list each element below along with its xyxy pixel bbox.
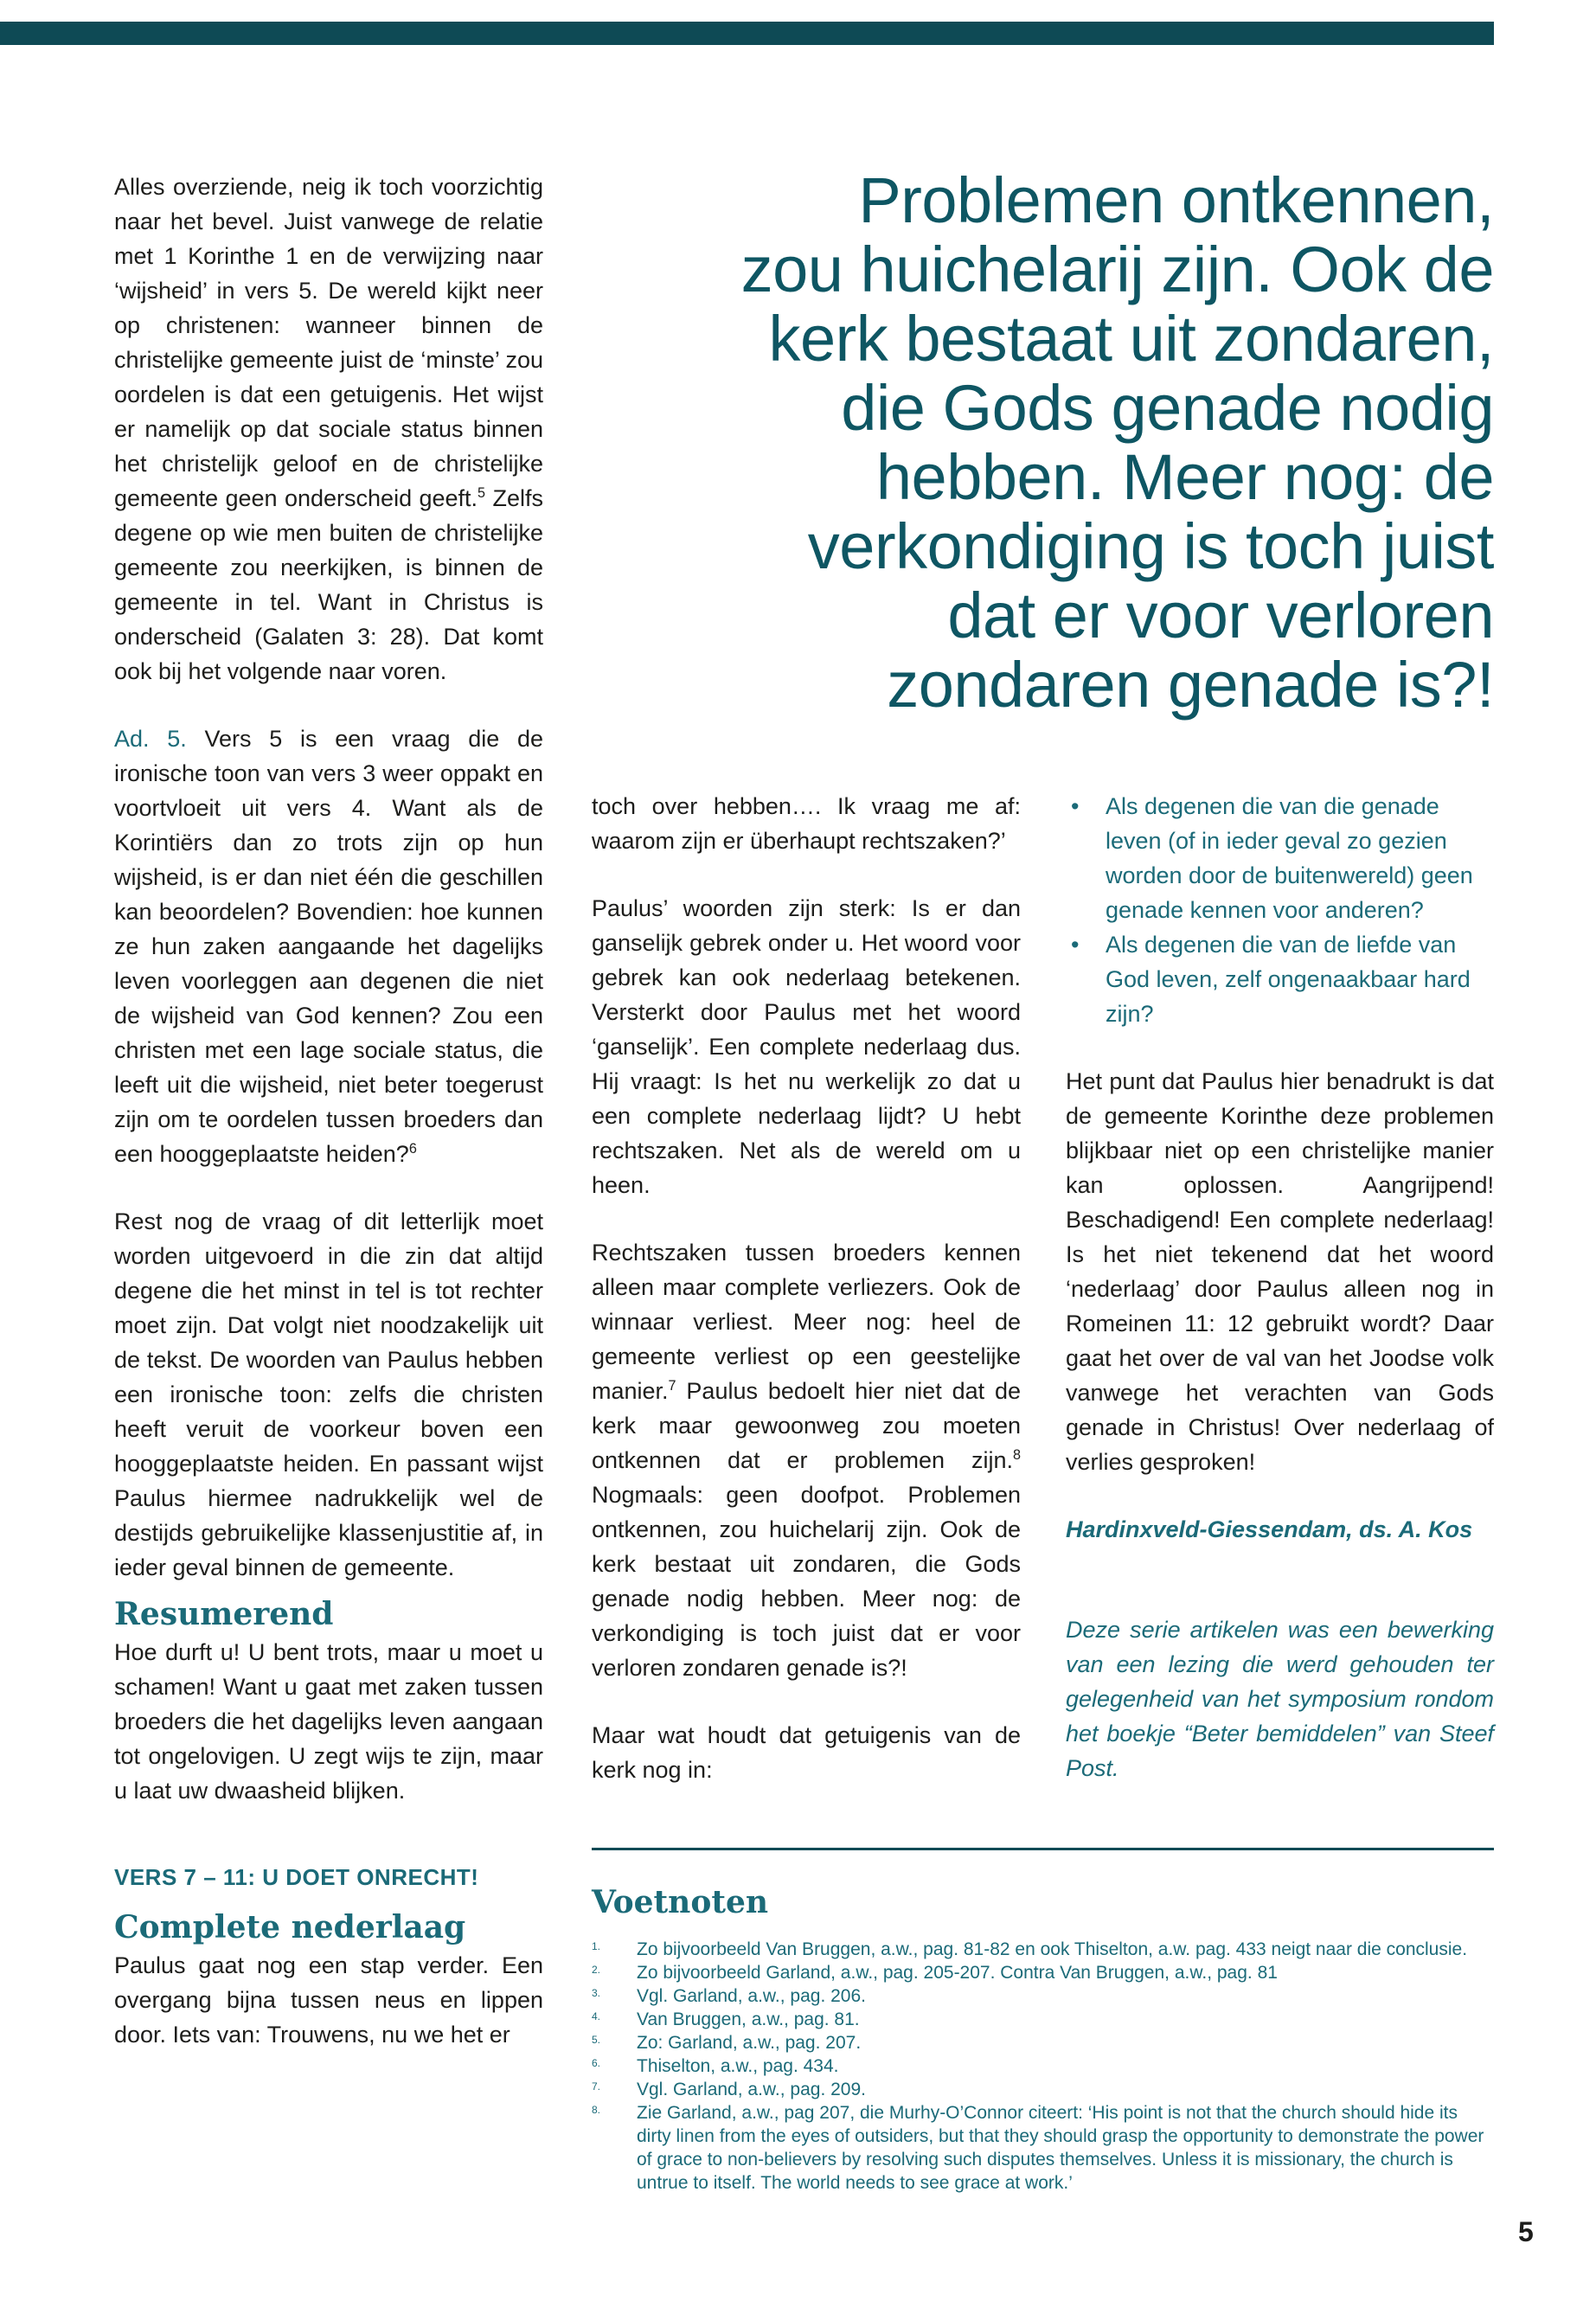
column-1 bbox=[114, 170, 543, 2052]
paragraph: Rest nog de vraag of dit letterlijk moet worden uitgevoerd in die zin dat altijd degene die het minst in tel is tot rechter moet zijn. Dat volgt niet noodzakelijk uit de tekst. De woorden van Paulus hebben een ironische toon: zelfs die christen heeft veruit de voorkeur boven een hooggeplaatste heiden. En passant wijst Paulus hiermee nadrukkelijk wel de destijds gebruikelijke klassenjustitie af, in ieder geval binnen de gemeente. bbox=[114, 1208, 543, 1580]
pull-quote-line: die Gods genade nodig bbox=[841, 372, 1494, 444]
subheading-complete-nederlaag: Complete nederlaag bbox=[114, 1909, 466, 1945]
paragraph: Maar wat houdt dat getuigenis van de kerk nog in: bbox=[592, 1722, 1021, 1783]
bullet-list bbox=[1066, 789, 1494, 1031]
column-2 bbox=[592, 789, 1021, 1787]
footnote-ref: 6 bbox=[408, 1141, 417, 1157]
pull-quote-line: dat er voor verloren bbox=[947, 580, 1494, 651]
paragraph: Het punt dat Paulus hier benadrukt is dat de gemeente Korinthe deze problemen blijkbaar niet op een christelijke manier kan oplossen. Aangrijpend! Beschadigend! Een complete nederlaag! Is het niet tekenend dat het woord ‘nederlaag’ door Paulus alleen nog in Romeinen 11: 12 gebruikt wordt? Daar gaat het over de val van het Joodse volk vanwege het verachten van Gods genade in Christus! Over nederlaag of verlies gesproken! bbox=[1066, 1068, 1494, 1475]
signature: Hardinxveld-Giessendam, ds. A. Kos bbox=[1066, 1516, 1473, 1542]
list-item: • Als degenen die van die genade leven (of in ieder geval zo gezien worden door de buitenwereld) geen genade kennen voor anderen? bbox=[1066, 789, 1494, 927]
pull-quote-line: Problemen ontkennen, bbox=[858, 164, 1494, 236]
list-item: • Als degenen die van de liefde van God leven, zelf ongenaakbaar hard zijn? bbox=[1066, 927, 1494, 1031]
paragraph: Rechtszaken tussen broeders kennen alleen maar complete verliezers. Ook de winnaar verliest. Meer nog: heel de gemeente verliest op een geestelijke manier.$^7$ Paulus bedoelt hier niet dat de kerk maar gewoonweg zou moeten ontkennen dat er problemen zijn.$^8$ Nogmaals: geen doofpot. Problemen ontkennen, zou huichelarij zijn. Ook de kerk bestaat uit zondaren, die Gods genade nodig hebben. Meer nog: de verkondiging is toch juist dat er voor verloren zondaren genade is?! bbox=[592, 1240, 1021, 1681]
pull-quote-line: hebben. Meer nog: de bbox=[875, 441, 1494, 513]
paragraph: Ad. 5. Vers 5 is een vraag die de ironische toon van vers 3 weer oppakt en voortvloeit uit vers 4. Want als de Korintiërs dan zo trots zijn op hun wijsheid, is er dan niet één die geschillen kan beoordelen? Bovendien: hoe kunnen ze hun zaken aangaande het dagelijks leven voorleggen aan degenen die niet de wijsheid van God kennen? Zou een christen met een lage sociale status, die leeft uit die wijsheid, niet beter toegerust zijn om te oordelen tussen broeders dan een hooggeplaatste heiden?$^6$ bbox=[114, 726, 543, 1167]
footnote-item: 5. Zo: Garland, a.w., pag. 207. bbox=[592, 2033, 862, 2053]
paragraph: Hoe durft u! U bent trots, maar u moet u schamen! Want u gaat met zaken tussen broeders die het dagelijks leven aangaan tot ongelovigen. U zegt wijs te zijn, maar u laat uw dwaasheid blijken. bbox=[114, 1639, 543, 1804]
footnote-item: 8. Zie Garland, a.w., pag 207, die Murhy-O’Connor citeert: ‘His point is not that the church should hide its dirty linen from the eyes of outsiders, but that they should grasp the opportunity to demonstrate the power of grace to non-believers by resolving such disputes themselves. Unless it is missionary, the church is untrue to itself. The world needs to see grace at work.’ bbox=[592, 2103, 1484, 2193]
section-heading-vers: VERS 7 – 11: U DOET ONRECHT! bbox=[114, 1864, 479, 1890]
paragraph: Alles overziende, neig ik toch voorzichtig naar het bevel. Juist vanwege de relatie met 1 Korinthe 1 en de verwijzing naar ‘wijsheid’ in vers 5. De wereld kijkt neer op christenen: wanneer binnen de christelijke gemeente juist de ‘minste’ zou oordelen is dat een getuigenis. Het wijst er namelijk op dat sociale status binnen het christelijk geloof en de christelijke gemeente geen onderscheid geeft.$^5$ Zelfs degene op wie men buiten de christelijke gemeente zou neerkijken, is binnen de gemeente in tel. Want in Christus is onderscheid (Galaten 3: 28). Dat komt ook bij het volgende naar voren. bbox=[114, 174, 543, 684]
footnote-ref: 5 bbox=[478, 485, 486, 501]
footnote-item: 7. Vgl. Garland, a.w., pag. 209. bbox=[592, 2080, 867, 2099]
bullet-icon: • bbox=[1071, 793, 1080, 819]
footnote-item: 3. Vgl. Garland, a.w., pag. 206. bbox=[592, 1986, 867, 2006]
footnote-item: 6. Thiselton, a.w., pag. 434. bbox=[592, 2056, 839, 2076]
footnotes-list bbox=[592, 1938, 1494, 2195]
top-color-bar bbox=[0, 22, 1494, 45]
pull-quote-line: zou huichelarij zijn. Ook de bbox=[740, 234, 1494, 305]
paragraph: Paulus gaat nog een stap verder. Een overgang bijna tussen neus en lippen door. Iets van: Trouwens, nu we het er bbox=[114, 1952, 543, 2048]
pull-quote-line: zondaren genade is?! bbox=[887, 649, 1494, 721]
article-note: Deze serie artikelen was een bewerking van een lezing die werd gehouden ter gelegenheid van het symposium rondom het boekje “Beter bemiddelen” van Steef Post. bbox=[1066, 1617, 1494, 1781]
footnotes-title: Voetnoten bbox=[592, 1884, 769, 1920]
footnote-ref: 7 bbox=[668, 1378, 676, 1394]
column-3 bbox=[1066, 789, 1494, 1785]
paragraph: Paulus’ woorden zijn sterk: Is er dan ganselijk gebrek onder u. Het woord voor gebrek kan ook nederlaag betekenen. Versterkt door Paulus met het woord ‘ganselijk’. Een complete nederlaag dus. Hij vraagt: Is het nu werkelijk zo dat u een complete nederlaag lijdt? U hebt rechtszaken. Net als de wereld om u heen. bbox=[592, 895, 1021, 1198]
page-number: 5 bbox=[1518, 2216, 1534, 2247]
paragraph: toch over hebben…. Ik vraag me af: waarom zijn er überhaupt rechtszaken?’ bbox=[592, 793, 1021, 854]
ad-label: Ad. 5. bbox=[114, 726, 187, 752]
pull-quote-line: kerk bestaat uit zondaren, bbox=[768, 303, 1494, 375]
pull-quote bbox=[651, 166, 1494, 720]
footnote-ref: 8 bbox=[1012, 1447, 1021, 1463]
footnote-item: 1. Zo bijvoorbeeld Van Bruggen, a.w., pag. 81-82 en ook Thiselton, a.w. pag. 433 neigt naar die conclusie. bbox=[592, 1939, 1468, 1959]
footnote-divider bbox=[592, 1848, 1494, 1850]
pull-quote-line: verkondiging is toch juist bbox=[807, 510, 1494, 582]
subheading-resumerend: Resumerend bbox=[114, 1596, 334, 1632]
footnote-item: 2. Zo bijvoorbeeld Garland, a.w., pag. 205-207. Contra Van Bruggen, a.w., pag. 81 bbox=[592, 1963, 1278, 1983]
bullet-icon: • bbox=[1071, 932, 1080, 958]
footnote-item: 4. Van Bruggen, a.w., pag. 81. bbox=[592, 2009, 860, 2029]
